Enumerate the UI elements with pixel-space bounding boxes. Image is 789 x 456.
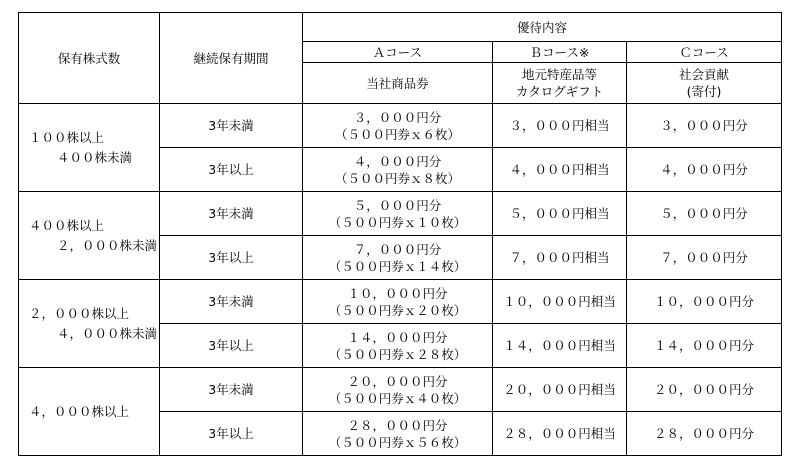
shares-range-line1: ４００株以上 bbox=[29, 217, 105, 233]
header-benefit-content: 優待内容 bbox=[303, 13, 782, 42]
header-course-b-desc bbox=[493, 63, 627, 104]
course-a-cell bbox=[303, 192, 493, 236]
shares-range-cell bbox=[19, 104, 160, 192]
course-b-cell: ２０，０００円相当 bbox=[493, 368, 627, 412]
period-cell: 3年未満 bbox=[160, 368, 303, 412]
course-b-cell: ４，０００円相当 bbox=[493, 148, 627, 192]
course-a-cell bbox=[303, 236, 493, 280]
shares-range-cell bbox=[19, 368, 160, 456]
course-a-detail: （５００円券ｘ１０枚） bbox=[328, 214, 467, 230]
shares-range-line2: ４，０００株未満 bbox=[57, 325, 158, 341]
course-b-cell: ５，０００円相当 bbox=[493, 192, 627, 236]
header-course-c-desc bbox=[627, 63, 782, 104]
course-a-detail: （５００円券ｘ２０枚） bbox=[328, 302, 467, 318]
header-course-b: Ｂコース※ bbox=[493, 42, 627, 63]
course-a-cell bbox=[303, 412, 493, 456]
shares-range-cell bbox=[19, 192, 160, 280]
course-c-cell: ５，０００円分 bbox=[627, 192, 782, 236]
course-c-cell: ７，０００円分 bbox=[627, 236, 782, 280]
table-row bbox=[19, 280, 782, 324]
course-a-detail: （５００円券ｘ４０枚） bbox=[328, 390, 467, 406]
course-a-cell bbox=[303, 368, 493, 412]
course-a-detail: （５００円券ｘ１４枚） bbox=[328, 258, 467, 274]
course-a-detail: （５００円券ｘ２８枚） bbox=[328, 346, 467, 362]
header-course-c: Ｃコース bbox=[627, 42, 782, 63]
course-b-cell: １０，０００円相当 bbox=[493, 280, 627, 324]
header-course-a: Ａコース bbox=[303, 42, 493, 63]
course-a-detail: （５００円券ｘ６枚） bbox=[334, 126, 460, 142]
course-a-amount: ２０，０００円分 bbox=[347, 373, 448, 389]
header-holding-period: 継続保有期間 bbox=[160, 13, 303, 104]
course-a-amount: ４，０００円分 bbox=[353, 153, 442, 169]
course-a-cell bbox=[303, 104, 493, 148]
course-c-cell: ４，０００円分 bbox=[627, 148, 782, 192]
shares-range-line1: ４，０００株以上 bbox=[29, 403, 130, 419]
header-course-a-desc: 当社商品券 bbox=[303, 63, 493, 104]
shareholder-benefits-table bbox=[18, 12, 782, 456]
course-a-detail: （５００円券ｘ５６枚） bbox=[328, 434, 467, 450]
period-cell: 3年以上 bbox=[160, 324, 303, 368]
course-a-amount: ２８，０００円分 bbox=[347, 417, 448, 433]
course-c-cell: １０，０００円分 bbox=[627, 280, 782, 324]
course-a-amount: ５，０００円分 bbox=[353, 197, 442, 213]
course-c-cell: ３，０００円分 bbox=[627, 104, 782, 148]
course-c-cell: ２８，０００円分 bbox=[627, 412, 782, 456]
table-row bbox=[19, 104, 782, 148]
period-cell: 3年未満 bbox=[160, 280, 303, 324]
table-row bbox=[19, 192, 782, 236]
course-a-cell bbox=[303, 324, 493, 368]
period-cell: 3年以上 bbox=[160, 148, 303, 192]
period-cell: 3年以上 bbox=[160, 412, 303, 456]
course-a-amount: ３，０００円分 bbox=[353, 109, 442, 125]
course-a-amount: ７，０００円分 bbox=[353, 241, 442, 257]
course-c-desc-line1: 社会貢献 bbox=[679, 67, 730, 82]
shares-range-cell bbox=[19, 280, 160, 368]
course-c-cell: ２０，０００円分 bbox=[627, 368, 782, 412]
shareholder-benefits-table-container bbox=[18, 12, 781, 454]
course-b-cell: ２８，０００円相当 bbox=[493, 412, 627, 456]
shares-range-line2: ２，０００株未満 bbox=[57, 237, 158, 253]
header-holding-shares: 保有株式数 bbox=[19, 13, 160, 104]
shares-range-line1: １００株以上 bbox=[29, 129, 105, 145]
course-b-desc-line1: 地元特産品等 bbox=[521, 67, 597, 82]
period-cell: 3年未満 bbox=[160, 192, 303, 236]
header-row-1 bbox=[19, 13, 782, 42]
shares-range-line1: ２，０００株以上 bbox=[29, 305, 130, 321]
course-a-cell bbox=[303, 148, 493, 192]
course-b-desc-line2: カタログギフト bbox=[515, 84, 604, 99]
course-b-cell: ３，０００円相当 bbox=[493, 104, 627, 148]
course-a-detail: （５００円券ｘ８枚） bbox=[334, 170, 460, 186]
course-b-cell: ７，０００円相当 bbox=[493, 236, 627, 280]
course-b-cell: １４，０００円相当 bbox=[493, 324, 627, 368]
course-c-desc-line2: (寄付) bbox=[686, 84, 722, 99]
course-c-cell: １４，０００円分 bbox=[627, 324, 782, 368]
shares-range-line2: ４００株未満 bbox=[57, 149, 133, 165]
course-a-cell bbox=[303, 280, 493, 324]
period-cell: 3年以上 bbox=[160, 236, 303, 280]
course-a-amount: １０，０００円分 bbox=[347, 285, 448, 301]
course-a-amount: １４，０００円分 bbox=[347, 329, 448, 345]
period-cell: 3年未満 bbox=[160, 104, 303, 148]
table-row bbox=[19, 368, 782, 412]
